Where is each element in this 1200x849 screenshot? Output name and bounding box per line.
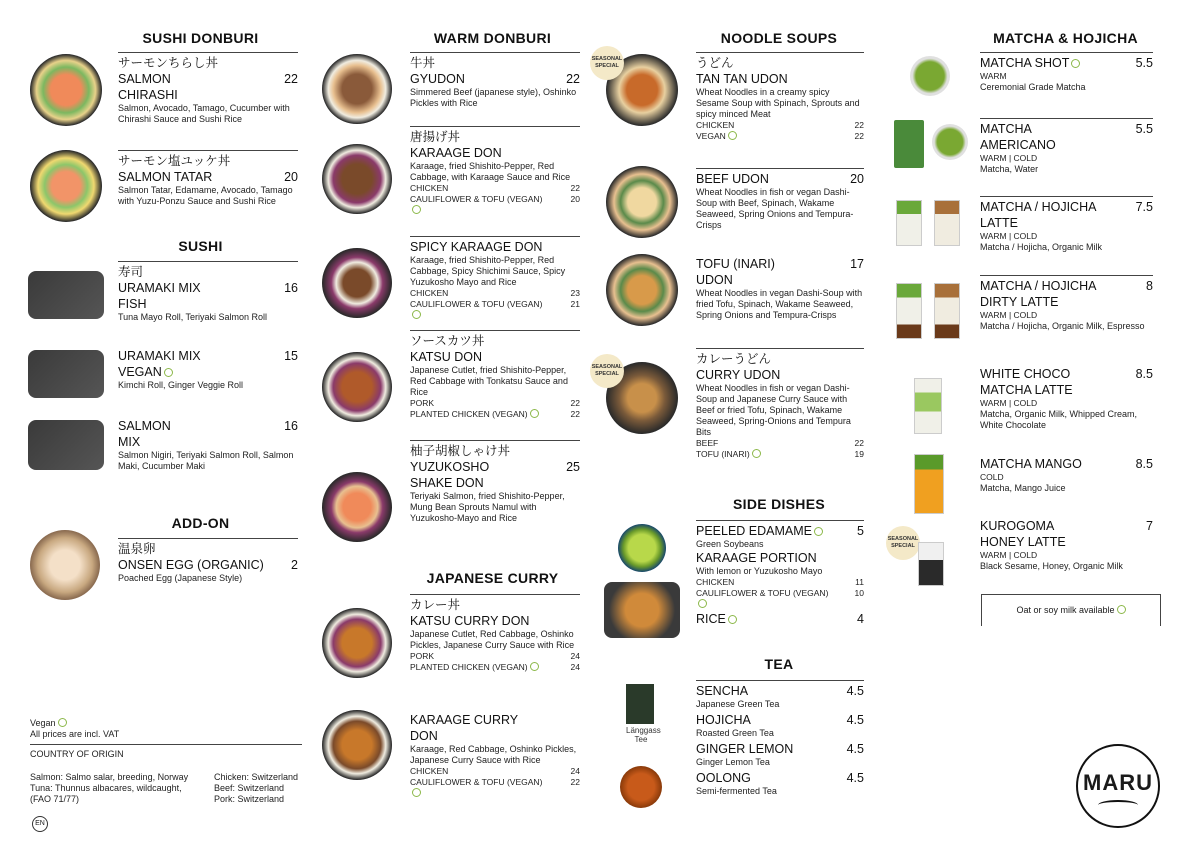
item-desc: Matcha, Organic Milk, Whipped Cream, White Chocolate <box>980 409 1138 430</box>
item-jp: 温泉卵 <box>118 542 156 556</box>
item-jp: 柚子胡椒しゃけ丼 <box>410 444 511 458</box>
section-title-tea: TEA <box>764 656 794 672</box>
item-desc: Karaage, fried Shishito-Pepper, Red Cabbage, Spicy Shichimi Sauce, Spicy Yuzukosho Mayo and Rice <box>410 255 566 287</box>
item-price: 5.5 <box>1135 56 1153 70</box>
menu-item-karaage-don <box>320 126 580 216</box>
item-name: TAN TAN UDON <box>696 72 788 86</box>
vegan-icon <box>728 615 737 624</box>
item-price: 4 <box>857 612 864 626</box>
katsu-don-photo <box>322 352 392 422</box>
white-choco-glass <box>914 378 942 434</box>
item-name: SALMON CHIRASHI 22 <box>118 72 298 102</box>
menu-item-karaage-curry-don <box>320 710 580 800</box>
spicy-karaage-don-photo <box>322 248 392 318</box>
menu-item-spicy-karaage-don <box>320 236 580 336</box>
salmon-tatar-photo <box>30 150 102 222</box>
item-temp: WARM | COLD <box>980 398 1038 408</box>
section-title-japanese-curry: JAPANESE CURRY <box>426 570 559 586</box>
matcha-latte-glass <box>896 200 922 246</box>
item-name: KUROGOMA HONEY LATTE 7 <box>980 519 1153 549</box>
item-desc: Japanese Cutlet, fried Shishito-Pepper, Red Cabbage with Tonkatsu Sauce and Rice <box>410 365 568 397</box>
item-option: CAULIFLOWER & TOFU (VEGAN) 20 <box>410 194 580 216</box>
maru-logo: MARU <box>1076 744 1160 828</box>
salmon-chirashi-photo <box>30 54 102 126</box>
item-price: 15 <box>284 349 298 363</box>
item-desc: Matcha, Water <box>980 164 1039 174</box>
item-name: ONSEN EGG (ORGANIC) 2 <box>118 558 298 572</box>
item-price: 8 <box>1146 279 1153 293</box>
item-option: CHICKEN 11 <box>696 577 864 587</box>
item-price: 20 <box>850 172 864 186</box>
column-2 <box>320 28 580 787</box>
item-name: KARAAGE DON <box>410 146 502 160</box>
menu-item-tofu-udon <box>602 254 864 349</box>
karaage-photo <box>604 582 680 638</box>
item-name: WHITE CHOCO MATCHA LATTE 8.5 <box>980 367 1153 397</box>
item-price: 17 <box>850 257 864 271</box>
item-price: 16 <box>284 419 298 433</box>
item-price: 16 <box>284 281 298 295</box>
vegan-icon <box>728 131 737 140</box>
item-desc: Salmon Tatar, Edamame, Avocado, Tamago with Yuzu-Ponzu Sauce and Sushi Rice <box>118 185 293 206</box>
menu-item-dirty-latte <box>888 275 1153 365</box>
section-title-addon: ADD-ON <box>171 515 230 531</box>
item-option: TOFU (INARI) 19 <box>696 449 864 459</box>
origin-meat: Chicken: Switzerland Beef: Switzerland Pork: Switzerland <box>214 772 299 804</box>
item-option: PORK 24 <box>410 651 580 661</box>
uramaki-fish-photo <box>28 271 104 319</box>
vegan-icon <box>412 788 421 797</box>
item-desc: Black Sesame, Honey, Organic Milk <box>980 561 1123 571</box>
section-title-side-dishes: SIDE DISHES <box>733 496 825 512</box>
item-price: 2 <box>291 558 298 572</box>
item-jp: 唐揚げ丼 <box>410 130 461 144</box>
item-jp: ソースカツ丼 <box>410 334 485 348</box>
tea-list <box>602 680 864 810</box>
item-price: 7 <box>1146 519 1153 533</box>
item-price: 20 <box>284 170 298 184</box>
vegan-icon <box>530 662 539 671</box>
karaage-don-photo <box>322 144 392 214</box>
tea-ginger-lemon: GINGER LEMON 4.5 <box>696 742 864 756</box>
item-name: MATCHA SHOT 5.5 <box>980 56 1153 70</box>
karaage-curry-don-photo <box>322 710 392 780</box>
item-desc: Wheat Noodles in fish or vegan Dashi-Soup and Japanese Curry Sauce with Beef or fried Tofu, Spinach, Wakame Seaweed, Spring-Onions and Tempura Bits <box>696 383 851 437</box>
side-karaage-desc: With lemon or Yuzukosho Mayo <box>696 566 823 576</box>
item-name: CURRY UDON <box>696 368 781 382</box>
item-price: 8.5 <box>1135 367 1153 381</box>
origin-title: COUNTRY OF ORIGIN <box>30 744 302 760</box>
section-title-matcha-hojicha: MATCHA & HOJICHA <box>993 30 1138 46</box>
item-desc: Japanese Cutlet, Red Cabbage, Oshinko Pickles, Japanese Curry Sauce with Rice <box>410 629 575 650</box>
langgass-tee-logo: Länggass Tee <box>626 684 656 754</box>
item-jp: サーモンちらし丼 <box>118 56 219 70</box>
item-desc: Salmon, Avocado, Tamago, Cucumber with Chirashi Sauce and Sushi Rice <box>118 103 290 124</box>
item-desc: Matcha, Mango Juice <box>980 483 1066 493</box>
item-jp: カレーうどん <box>696 352 772 366</box>
item-price: 5.5 <box>1135 122 1153 136</box>
section-title-sushi: SUSHI <box>178 238 223 254</box>
item-name: SALMON TATAR 20 <box>118 170 298 184</box>
vegan-icon <box>1117 605 1126 614</box>
item-jp: 牛丼 <box>410 56 436 70</box>
matcha-americano-cup <box>932 124 968 160</box>
item-jp: サーモン塩ユッケ丼 <box>118 154 231 168</box>
item-name: SALMON MIX 16 <box>118 419 298 449</box>
item-desc: Ceremonial Grade Matcha <box>980 82 1086 92</box>
vegan-icon <box>412 310 421 319</box>
vegan-icon <box>530 409 539 418</box>
tea-desc: Semi-fermented Tea <box>696 786 777 796</box>
yuzukosho-shake-don-photo <box>322 472 392 542</box>
item-name: MATCHA MANGO 8.5 <box>980 457 1153 471</box>
item-jp: カレー丼 <box>410 598 461 612</box>
footer-notes <box>30 718 302 812</box>
menu-item-latte <box>888 196 1153 276</box>
menu-item-katsu-don <box>320 330 580 440</box>
tea-cup-photo <box>620 766 662 808</box>
side-karaage-name: KARAAGE PORTION <box>696 551 817 565</box>
menu-item-katsu-curry-don <box>320 594 580 704</box>
item-option: BEEF 22 <box>696 438 864 448</box>
item-name: SPICY KARAAGE DON <box>410 240 543 254</box>
item-name: KATSU CURRY DON <box>410 614 530 628</box>
item-desc: Salmon Nigiri, Teriyaki Salmon Roll, Salmon Maki, Cucumber Maki <box>118 450 294 471</box>
section-title-warm-donburi: WARM DONBURI <box>433 30 552 46</box>
tea-hojicha: HOJICHA 4.5 <box>696 713 864 727</box>
item-jp: 寿司 <box>118 265 144 279</box>
item-desc: Wheat Noodles in vegan Dashi-Soup with fried Tofu, Spinach, Wakame Seaweed, Spring Onions and Tempura-Crisps <box>696 288 863 320</box>
edamame-photo <box>618 524 666 572</box>
item-jp: うどん <box>696 56 734 70</box>
item-temp: WARM <box>980 71 1007 81</box>
vegan-icon <box>1071 59 1080 68</box>
vegan-icon <box>412 205 421 214</box>
item-desc: Simmered Beef (japanese style), Oshinko Pickles with Rice <box>410 87 577 108</box>
matcha-dirty-latte-glass <box>896 283 922 339</box>
item-name: KARAAGE CURRY DON <box>410 713 518 743</box>
item-desc: Kimchi Roll, Ginger Veggie Roll <box>118 380 244 390</box>
menu-item-salmon-chirashi <box>28 52 298 138</box>
item-temp: WARM | COLD <box>980 310 1038 320</box>
item-price: 22 <box>566 72 580 86</box>
salmon-mix-photo <box>28 420 104 470</box>
item-temp: COLD <box>980 472 1004 482</box>
item-price: 5 <box>857 524 864 538</box>
item-option: VEGAN 22 <box>696 131 864 141</box>
side-rice-name: RICE 4 <box>696 612 864 626</box>
item-desc: Matcha / Hojicha, Organic Milk <box>980 242 1103 252</box>
menu-item-white-choco-matcha-latte <box>888 364 1153 454</box>
column-4 <box>887 28 1153 795</box>
item-price: 25 <box>566 460 580 474</box>
item-option: CAULIFLOWER & TOFU (VEGAN) 22 <box>410 777 580 799</box>
tea-oolong: OOLONG 4.5 <box>696 771 864 785</box>
item-temp: WARM | COLD <box>980 153 1038 163</box>
hojicha-latte-glass <box>934 200 960 246</box>
menu-item-gyudon <box>320 52 580 128</box>
language-badge[interactable]: EN <box>32 816 48 832</box>
tea-sencha: SENCHA 4.5 <box>696 684 864 698</box>
kurogoma-glass <box>918 542 944 586</box>
menu-item-uramaki-fish <box>28 261 298 333</box>
item-option: CHICKEN 23 <box>410 288 580 298</box>
item-name: KATSU DON <box>410 350 482 364</box>
vat-note: All prices are incl. VAT <box>30 729 120 739</box>
item-option: PLANTED CHICKEN (VEGAN) 24 <box>410 662 580 672</box>
vegan-legend: Vegan <box>30 718 56 728</box>
item-option: PORK 22 <box>410 398 580 408</box>
seasonal-badge: SEASONAL SPECIAL <box>590 46 624 80</box>
item-option: CAULIFLOWER & TOFU (VEGAN) 21 <box>410 299 580 321</box>
side-dishes-list <box>602 520 864 650</box>
milk-note: Oat or soy milk available <box>981 594 1161 626</box>
vegan-icon <box>752 449 761 458</box>
vegan-icon <box>698 599 707 608</box>
hojicha-dirty-latte-glass <box>934 283 960 339</box>
gyudon-photo <box>322 54 392 124</box>
item-desc: Karaage, Red Cabbage, Oshinko Pickles, Japanese Curry Sauce with Rice <box>410 744 577 765</box>
item-price: 22 <box>284 72 298 86</box>
item-temp: WARM | COLD <box>980 231 1038 241</box>
menu-item-curry-udon <box>591 348 864 473</box>
vegan-icon <box>164 368 173 377</box>
menu-item-onsen-egg <box>28 538 298 608</box>
item-price: 7.5 <box>1135 200 1153 214</box>
tea-desc: Roasted Green Tea <box>696 728 774 738</box>
tea-desc: Japanese Green Tea <box>696 699 780 709</box>
matcha-shot-photo <box>910 56 950 96</box>
katsu-curry-don-photo <box>322 608 392 678</box>
item-desc: Karaage, fried Shishito-Pepper, Red Cabbage, with Karaage Sauce and Rice <box>410 161 571 182</box>
matcha-americano-glass <box>894 120 924 168</box>
side-edamame-name: PEELED EDAMAME 5 <box>696 524 864 538</box>
vegan-icon <box>58 718 67 727</box>
item-desc: Poached Egg (Japanese Style) <box>118 573 243 583</box>
seasonal-badge: SEASONAL SPECIAL <box>590 354 624 388</box>
item-name: URAMAKI MIX VEGAN 15 <box>118 349 298 379</box>
item-option: CHICKEN 22 <box>410 183 580 193</box>
item-name: TOFU (INARI) UDON 17 <box>696 257 864 287</box>
menu-item-tan-tan-udon <box>591 52 864 152</box>
menu-item-yuzukosho-shake-don <box>320 440 580 550</box>
menu-item-salmon-mix <box>28 416 298 486</box>
item-name: MATCHA / HOJICHA LATTE 7.5 <box>980 200 1153 230</box>
origin-fish: Salmon: Salmo salar, breeding, Norway Tuna: Thunnus albacares, wildcaught, (FAO 71/77) <box>30 772 189 804</box>
item-price: 8.5 <box>1135 457 1153 471</box>
column-1 <box>28 28 299 827</box>
side-edamame-desc: Green Soybeans <box>696 539 764 549</box>
item-desc: Wheat Noodles in a creamy spicy Sesame Soup with Spinach, Sprouts and spicy minced Meat <box>696 87 860 119</box>
menu-item-uramaki-vegan <box>28 346 298 410</box>
matcha-mango-glass <box>914 454 944 514</box>
item-option: CHICKEN 24 <box>410 766 580 776</box>
item-option: CHICKEN 22 <box>696 120 864 130</box>
item-option: PLANTED CHICKEN (VEGAN) 22 <box>410 409 580 419</box>
section-title-sushi-donburi: SUSHI DONBURI <box>142 30 259 46</box>
column-3 <box>591 28 864 796</box>
vegan-icon <box>814 527 823 536</box>
item-desc: Matcha / Hojicha, Organic Milk, Espresso <box>980 321 1145 331</box>
item-option: CAULIFLOWER & TOFU (VEGAN) 10 <box>696 588 864 610</box>
tea-desc: Ginger Lemon Tea <box>696 757 770 767</box>
uramaki-vegan-photo <box>28 350 104 398</box>
item-desc: Wheat Noodles in fish or vegan Dashi-Soup with Beef, Spinach, Wakame Seaweed, Spring Onions and Tempura-Crisps <box>696 187 854 230</box>
item-name: GYUDON 22 <box>410 72 580 86</box>
menu-item-matcha-shot <box>888 52 1153 122</box>
item-desc: Teriyaki Salmon, fried Shishito-Pepper, Mung Bean Sprouts Namul with Yuzukosho-Mayo and Rice <box>410 491 565 523</box>
menu-item-matcha-mango <box>888 454 1153 524</box>
menu-item-matcha-americano <box>888 118 1153 198</box>
onsen-egg-photo <box>30 530 100 600</box>
menu-item-beef-udon <box>602 168 864 248</box>
item-desc: Tuna Mayo Roll, Teriyaki Salmon Roll <box>118 312 268 322</box>
item-name: YUZUKOSHO SHAKE DON 25 <box>410 460 580 490</box>
menu-item-kurogoma-honey-latte <box>888 516 1153 596</box>
menu-item-salmon-tatar <box>28 150 298 230</box>
item-name: MATCHA / HOJICHA DIRTY LATTE 8 <box>980 279 1153 309</box>
section-title-noodle-soups: NOODLE SOUPS <box>720 30 838 46</box>
tofu-udon-photo <box>606 254 678 326</box>
item-name: URAMAKI MIX FISH 16 <box>118 281 298 311</box>
beef-udon-photo <box>606 166 678 238</box>
seasonal-badge: SEASONAL SPECIAL <box>886 526 920 560</box>
item-name: MATCHA AMERICANO 5.5 <box>980 122 1153 152</box>
item-temp: WARM | COLD <box>980 550 1038 560</box>
item-name: BEEF UDON 20 <box>696 172 864 186</box>
